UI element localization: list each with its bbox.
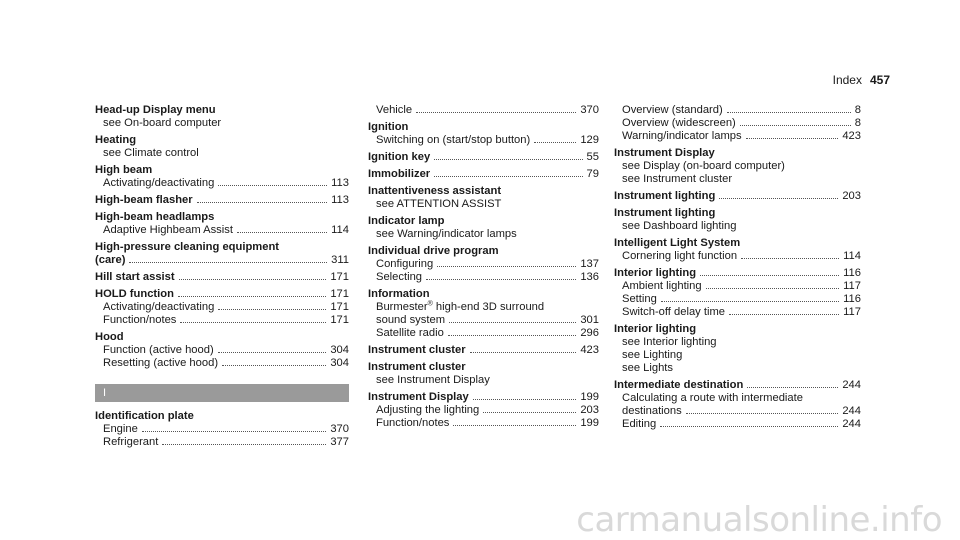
index-label: Index bbox=[832, 73, 862, 87]
subentry bbox=[368, 271, 599, 284]
index-entry bbox=[614, 379, 861, 431]
subentry bbox=[614, 130, 861, 143]
page-ref: 113 bbox=[331, 194, 349, 206]
subentry-text: Activating/deactivating bbox=[103, 177, 215, 189]
subentry-text: Overview (standard) bbox=[622, 104, 723, 116]
index-entry bbox=[95, 288, 349, 327]
page-ref: 117 bbox=[843, 306, 861, 318]
index-column-2 bbox=[368, 104, 599, 434]
page-ref: 8 bbox=[854, 104, 861, 116]
page-ref: 203 bbox=[842, 190, 861, 202]
entry-heading-row bbox=[95, 288, 349, 301]
index-entry bbox=[614, 190, 861, 203]
subentry-text: Vehicle bbox=[376, 104, 413, 116]
subentry-text: Engine bbox=[103, 423, 138, 435]
entry-heading: High-beam headlamps bbox=[95, 211, 215, 223]
page-ref: 311 bbox=[331, 254, 349, 266]
page-ref: 136 bbox=[580, 271, 599, 283]
entry-heading: High beam bbox=[95, 164, 153, 176]
subentry bbox=[368, 104, 599, 117]
index-entry bbox=[614, 147, 861, 186]
entry-heading: High-pressure cleaning equipment bbox=[95, 241, 280, 253]
subentry-text: Switch-off delay time bbox=[622, 306, 726, 318]
subentry bbox=[95, 436, 349, 449]
entry-heading: High-beam flasher bbox=[95, 194, 193, 206]
page-ref: 171 bbox=[330, 271, 349, 283]
index-entry bbox=[368, 245, 599, 284]
index-entry bbox=[95, 194, 349, 207]
page-ref: 129 bbox=[580, 134, 599, 146]
page-ref: 171 bbox=[330, 301, 349, 313]
entry-heading-cont: (care) bbox=[95, 254, 126, 266]
index-column-1 bbox=[95, 104, 349, 453]
subentry-text: Function (active hood) bbox=[103, 344, 214, 356]
page-ref: 423 bbox=[842, 130, 861, 142]
subentry bbox=[95, 177, 349, 190]
index-entry bbox=[368, 215, 599, 241]
entry-heading: Hill start assist bbox=[95, 271, 175, 283]
index-entry bbox=[368, 185, 599, 211]
page-ref: 304 bbox=[330, 357, 349, 369]
index-entry bbox=[368, 391, 599, 430]
index-entry bbox=[614, 104, 861, 143]
subentry bbox=[614, 306, 861, 319]
entry-heading: Instrument cluster bbox=[368, 344, 466, 356]
cross-reference: see Dashboard lighting bbox=[622, 220, 737, 232]
subentry bbox=[95, 344, 349, 357]
page-ref: 114 bbox=[331, 224, 349, 236]
page-ref: 116 bbox=[843, 293, 861, 305]
page-ref: 304 bbox=[330, 344, 349, 356]
entry-heading: Heating bbox=[95, 134, 137, 146]
subentry bbox=[368, 404, 599, 417]
index-entry bbox=[95, 134, 349, 160]
page-ref: 244 bbox=[842, 379, 861, 391]
entry-heading: Intelligent Light System bbox=[614, 237, 741, 249]
page-ref: 171 bbox=[330, 314, 349, 326]
index-entry bbox=[368, 151, 599, 164]
index-entry bbox=[95, 331, 349, 370]
entry-heading: Inattentiveness assistant bbox=[368, 185, 502, 197]
cross-reference: see Interior lighting bbox=[622, 336, 717, 348]
subentry bbox=[95, 314, 349, 327]
cross-reference: see Climate control bbox=[103, 147, 199, 159]
subentry bbox=[368, 327, 599, 340]
entry-heading: Interior lighting bbox=[614, 323, 697, 335]
entry-heading: Identification plate bbox=[95, 410, 194, 422]
entry-heading: Instrument Display bbox=[614, 147, 715, 159]
index-entry bbox=[95, 211, 349, 237]
index-entry bbox=[368, 344, 599, 357]
index-entry bbox=[368, 104, 599, 117]
cross-reference: see On-board computer bbox=[103, 117, 222, 129]
subentry-text: Function/notes bbox=[376, 417, 450, 429]
subentry-text: Refrigerant bbox=[103, 436, 159, 448]
page-ref: 423 bbox=[580, 344, 599, 356]
entry-heading: HOLD function bbox=[95, 288, 174, 300]
subentry-text: Adaptive Highbeam Assist bbox=[103, 224, 233, 236]
subentry bbox=[614, 104, 861, 117]
subentry-text: Resetting (active hood) bbox=[103, 357, 219, 369]
page-ref: 55 bbox=[586, 151, 599, 163]
subentry-text: Adjusting the lighting bbox=[376, 404, 480, 416]
page-ref: 116 bbox=[843, 267, 861, 279]
subentry bbox=[614, 293, 861, 306]
entry-heading: Ignition key bbox=[368, 151, 431, 163]
cross-reference: see Instrument cluster bbox=[622, 173, 733, 185]
page-header bbox=[833, 74, 890, 87]
subentry bbox=[614, 117, 861, 130]
subentry-text: Warning/indicator lamps bbox=[622, 130, 742, 142]
registered-mark: ® bbox=[427, 300, 433, 308]
entry-heading: Instrument lighting bbox=[614, 190, 716, 202]
page-ref: 296 bbox=[580, 327, 599, 339]
subentry-text: Satellite radio bbox=[376, 327, 444, 339]
subentry-text: Cornering light function bbox=[622, 250, 738, 262]
entry-heading: Head-up Display menu bbox=[95, 104, 216, 116]
entry-heading: Instrument lighting bbox=[614, 207, 716, 219]
subentry-text: destinations bbox=[622, 405, 682, 417]
subentry bbox=[95, 301, 349, 314]
entry-heading: Indicator lamp bbox=[368, 215, 445, 227]
cross-reference: see ATTENTION ASSIST bbox=[376, 198, 502, 210]
index-column-3 bbox=[614, 104, 861, 435]
subentry bbox=[95, 423, 349, 436]
subentry-text: Configuring bbox=[376, 258, 434, 270]
entry-heading-row bbox=[368, 391, 599, 404]
index-entry bbox=[368, 121, 599, 147]
subentry bbox=[95, 357, 349, 370]
entry-heading: Instrument Display bbox=[368, 391, 469, 403]
cross-reference: see Lighting bbox=[622, 349, 683, 361]
subentry bbox=[368, 417, 599, 430]
page-ref: 113 bbox=[331, 177, 349, 189]
index-entry bbox=[95, 271, 349, 284]
entry-heading: Intermediate destination bbox=[614, 379, 744, 391]
subentry-text bbox=[368, 301, 599, 314]
index-entry bbox=[614, 323, 861, 375]
entry-heading-row bbox=[614, 267, 861, 280]
subentry-text: Setting bbox=[622, 293, 657, 305]
cross-reference: see Warning/indicator lamps bbox=[376, 228, 517, 240]
site-watermark: carmanualsonline.info bbox=[576, 500, 942, 540]
page-ref: 137 bbox=[580, 258, 599, 270]
entry-heading: Ignition bbox=[368, 121, 409, 133]
subentry bbox=[614, 418, 861, 431]
subentry bbox=[614, 405, 861, 418]
page-ref: 301 bbox=[580, 314, 599, 326]
subentry-text: Overview (widescreen) bbox=[622, 117, 736, 129]
page-ref: 8 bbox=[854, 117, 861, 129]
entry-heading: Immobilizer bbox=[368, 168, 431, 180]
subentry-text-cont: high-end 3D surround bbox=[432, 301, 545, 313]
page-ref: 370 bbox=[580, 104, 599, 116]
entry-heading: Individual drive program bbox=[368, 245, 499, 257]
cross-reference: see Instrument Display bbox=[376, 374, 490, 386]
page-ref: 377 bbox=[330, 436, 349, 448]
cross-reference: see Lights bbox=[622, 362, 673, 374]
subentry-text: Activating/deactivating bbox=[103, 301, 215, 313]
index-entry bbox=[614, 237, 861, 263]
subentry-text: Editing bbox=[622, 418, 657, 430]
index-entry bbox=[95, 164, 349, 190]
index-entry bbox=[95, 104, 349, 130]
entry-heading: Interior lighting bbox=[614, 267, 697, 279]
index-entry bbox=[614, 267, 861, 319]
cross-reference: see Display (on-board computer) bbox=[622, 160, 785, 172]
entry-heading-row bbox=[614, 379, 861, 392]
page-ref: 203 bbox=[580, 404, 599, 416]
page-ref: 244 bbox=[842, 418, 861, 430]
subentry bbox=[368, 314, 599, 327]
entry-continuation bbox=[95, 254, 349, 267]
subentry bbox=[614, 250, 861, 263]
page-ref: 244 bbox=[842, 405, 861, 417]
page-number: 457 bbox=[869, 73, 890, 87]
section-letter-bar: I bbox=[95, 384, 349, 402]
subentry-text: sound system bbox=[376, 314, 446, 326]
page-ref: 171 bbox=[330, 288, 349, 300]
subentry bbox=[368, 258, 599, 271]
subentry-text: Ambient lighting bbox=[622, 280, 702, 292]
page-ref: 199 bbox=[580, 391, 599, 403]
index-entry bbox=[95, 410, 349, 449]
index-entry bbox=[614, 207, 861, 233]
subentry-text: Selecting bbox=[376, 271, 423, 283]
subentry-text: Function/notes bbox=[103, 314, 177, 326]
index-entry bbox=[368, 288, 599, 340]
index-entry bbox=[368, 361, 599, 387]
index-entry bbox=[368, 168, 599, 181]
page-ref: 370 bbox=[330, 423, 349, 435]
subentry-text: Switching on (start/stop button) bbox=[376, 134, 531, 146]
subentry bbox=[614, 280, 861, 293]
index-entry bbox=[95, 241, 349, 267]
page-ref: 114 bbox=[843, 250, 861, 262]
subentry-text: Calculating a route with intermediate bbox=[622, 392, 803, 404]
entry-heading: Instrument cluster bbox=[368, 361, 466, 373]
page-ref: 117 bbox=[843, 280, 861, 292]
subentry bbox=[368, 134, 599, 147]
subentry bbox=[95, 224, 349, 237]
entry-heading: Information bbox=[368, 288, 430, 300]
entry-heading: Hood bbox=[95, 331, 124, 343]
page-ref: 79 bbox=[586, 168, 599, 180]
brand-name: Burmester bbox=[376, 301, 428, 313]
page-ref: 199 bbox=[580, 417, 599, 429]
